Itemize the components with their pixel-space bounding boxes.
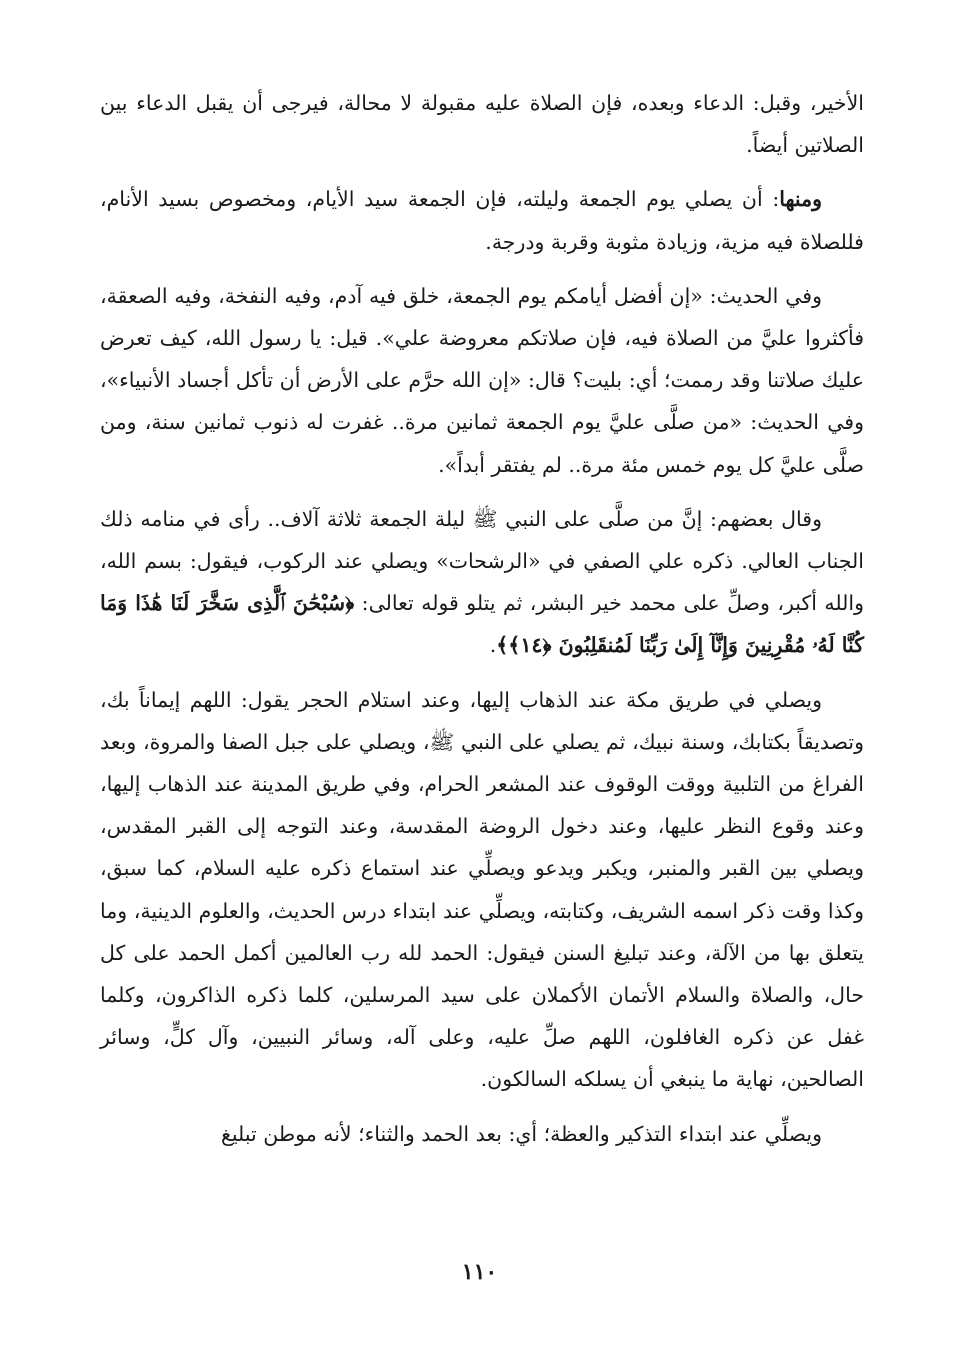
paragraph-3: وفي الحديث: «إن أفضل أيامكم يوم الجمعة، خلق فيه آدم، وفيه النفخة، وفيه الصعقة، فأكثروا عليَّ من الصلاة فيه، فإن صلاتكم معروضة علي». قيل: يا رسول الله، كيف تعرض عليك صلاتنا وقد رممت؛ أي: بليت؟ قال: «إن الله حرَّم على الأرض أن تأكل أجساد الأنبياء»، وفي الحديث: «من صلَّى عليَّ يوم الجمعة ثمانين مرة.. غفرت له ذنوب ثمانين سنة، ومن صلَّى عليَّ كل يوم خمس مئة مرة.. لم يفتقر أبداً». <box>100 283 864 477</box>
paragraph-6: ويصلِّي عند ابتداء التذكير والعظة؛ أي: بعد الحمد والثناء؛ لأنه موطن تبليغ <box>220 1121 822 1146</box>
paragraph-2-text: : أن يصلي يوم الجمعة وليلته، فإن الجمعة سيد الأيام، ومخصوص بسيد الأنام، فللصلاة فيه مزية، وزيادة مثوبة وقربة ودرجة. <box>100 187 864 254</box>
page-number: ١١٠ <box>461 1259 498 1285</box>
paragraph-5: ويصلي في طريق مكة عند الذهاب إليها، وعند استلام الحجر يقول: اللهم إيماناً بك، وتصديقاً بكتابك، وسنة نبيك، ثم يصلي على النبي ﷺ، ويصلي على جبل الصفا والمروة، وبعد الفراغ من التلبية ووقت الوقوف عند المشعر الحرام، وفي طريق المدينة عند الذهاب إليها، وعند وقوع النظر عليها، وعند دخول الروضة المقدسة، وعند التوجه إلى القبر المقدس، ويصلي بين القبر والمنبر، ويكبر ويدعو ويصلِّي عند استماع ذكره عليه السلام، كما سبق، وكذا وقت ذكر اسمه الشريف، وكتابته، ويصلِّي عند ابتداء درس الحديث، والعلوم الدينية، وما يتعلق بها من الآلة، وعند تبليغ السنن فيقول: الحمد لله رب العالمين أكمل الحمد على كل حال، والصلاة والسلام الأتمان الأكملان على سيد المرسلين، كلما ذكره الذاكرون، وكلما غفل عن ذكره الغافلون، اللهم صلِّ عليه، وعلى آله، وسائر النبيين، وآل كلٍّ، وسائر الصالحين، نهاية ما ينبغي أن يسلكه السالكون. <box>100 687 864 1092</box>
paragraph-1: الأخير، وقبل: الدعاء وبعده، فإن الصلاة عليه مقبولة لا محالة، فيرجى أن يقبل الدعاء بين الصلاتين أيضاً. <box>100 91 864 158</box>
paragraph-2 <box>100 178 864 262</box>
paragraph-4 <box>100 498 864 667</box>
paragraph-4-end: . <box>489 633 497 658</box>
paragraph-2-lead: ومنها <box>779 187 822 212</box>
page-body-text <box>100 82 864 1167</box>
quran-verse: ﴿سُبْحَٰنَ ٱلَّذِى سَخَّرَ لَنَا هَٰذَا وَمَا كُنَّا لَهُۥ مُقْرِنِينَ وَإِنَّآ إِلَىٰ رَبِّنَا لَمُنقَلِبُونَ ﴿١٤﴾﴾ <box>100 591 864 658</box>
paragraph-4-text: وقال بعضهم: إنَّ من صلَّى على النبي ﷺ ليلة الجمعة ثلاثة آلاف.. رأى في منامه ذلك الجناب العالي. ذكره علي الصفي في «الرشحات» ويصلي عند الركوب، فيقول: بسم الله، والله أكبر، وصلِّ على محمد خير البشر، ثم يتلو قوله تعالى: <box>100 506 864 616</box>
